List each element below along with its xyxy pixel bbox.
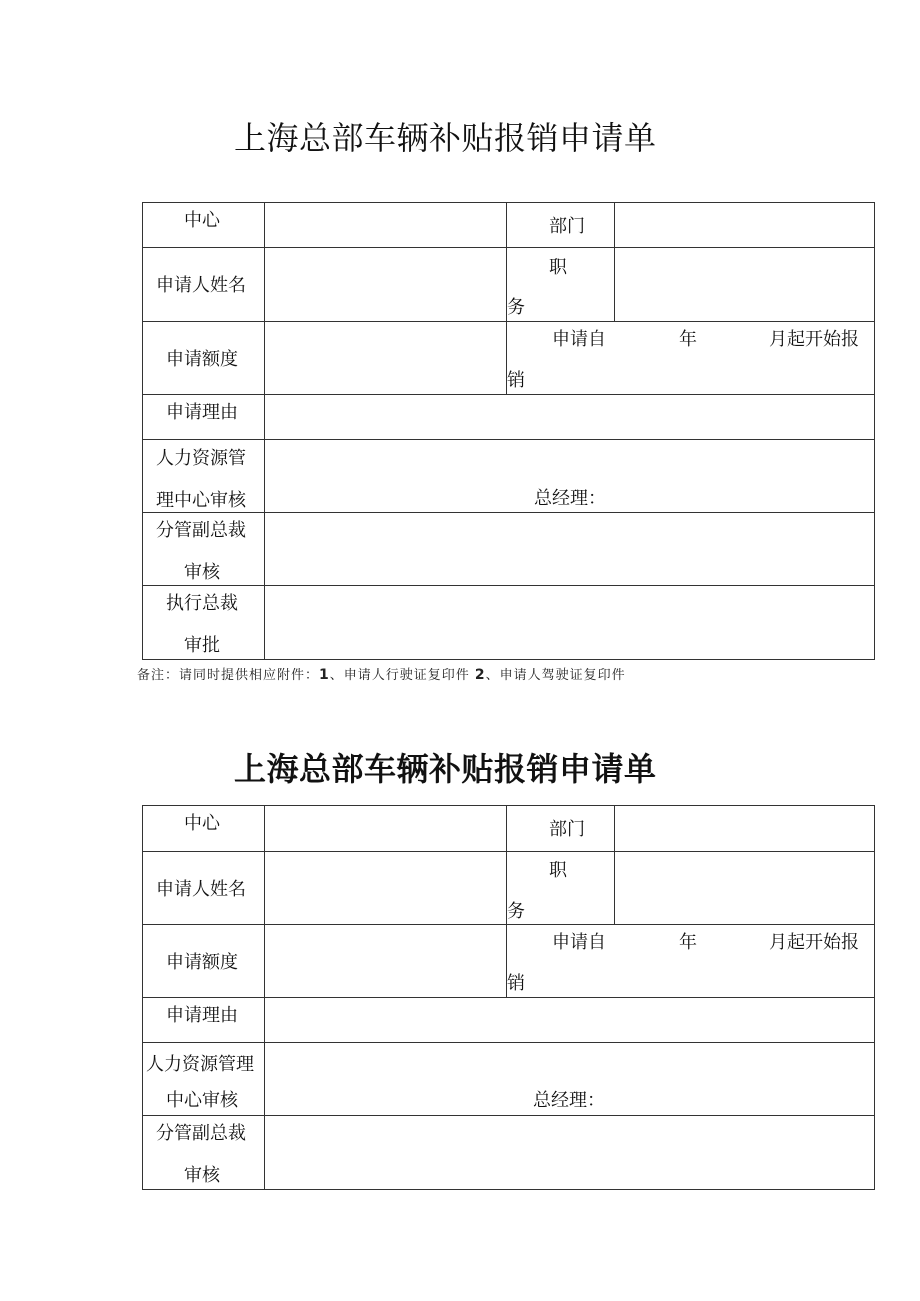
vp-review-field[interactable] [265, 513, 874, 585]
general-manager-label: 总经理： [534, 488, 606, 509]
hr-review-label-wrap: 中心审核 [166, 1090, 238, 1111]
hr-review-label: 人力资源管理 [146, 1054, 254, 1075]
position-label: 职 [549, 257, 567, 278]
hr-review-label-wrap: 理中心审核 [156, 490, 246, 511]
table-row-hr-review [143, 1043, 874, 1116]
hr-review-label: 人力资源管 [156, 448, 246, 469]
applicant-name-field[interactable] [265, 852, 507, 924]
note-prefix: 备注：请同时提供相应附件： [137, 668, 320, 683]
center-label: 中心 [184, 210, 220, 231]
table-row-reason [143, 395, 874, 440]
table-row-vp-review [143, 513, 874, 586]
table-row-amount [143, 322, 874, 395]
president-approval-label-wrap: 审批 [184, 635, 220, 656]
period-year-label: 年 [679, 329, 697, 350]
applicant-name-label: 申请人姓名 [156, 879, 246, 900]
position-label-wrap: 务 [507, 901, 525, 922]
hr-review-field[interactable] [265, 440, 874, 512]
department-field[interactable] [615, 806, 874, 851]
period-suffix: 月起开始报 [769, 329, 859, 350]
amount-label: 申请额度 [166, 952, 238, 973]
department-label: 部门 [549, 819, 585, 840]
note-item1-text: 、申请人行驶证复印件 [329, 668, 470, 683]
reason-field[interactable] [265, 998, 874, 1042]
period-prefix: 申请自 [552, 932, 606, 953]
table-row-center [143, 203, 874, 248]
applicant-name-label: 申请人姓名 [156, 275, 246, 296]
note-item2-text: 、申请人驾驶证复印件 [485, 668, 626, 683]
period-wrap: 销 [507, 370, 525, 391]
table-row-vp-review [143, 1116, 874, 1189]
position-label-wrap: 务 [507, 297, 525, 318]
center-field[interactable] [265, 203, 507, 247]
application-form [142, 202, 875, 660]
center-field[interactable] [265, 806, 507, 851]
vp-review-label-wrap: 审核 [184, 1165, 220, 1186]
form-table [142, 805, 875, 1190]
general-manager-label: 总经理： [533, 1090, 605, 1111]
period-field[interactable] [507, 322, 874, 394]
period-prefix: 申请自 [552, 329, 606, 350]
application-form [142, 805, 875, 1190]
footnote [137, 664, 626, 683]
table-row-applicant [143, 248, 874, 322]
department-field[interactable] [615, 203, 874, 247]
form-table [142, 202, 875, 660]
table-row-hr-review [143, 440, 874, 513]
period-field[interactable] [507, 925, 874, 997]
table-row-amount [143, 925, 874, 998]
center-label: 中心 [184, 813, 220, 834]
vp-review-field[interactable] [265, 1116, 874, 1189]
department-label: 部门 [549, 216, 585, 237]
reason-label: 申请理由 [166, 402, 238, 423]
period-year-label: 年 [679, 932, 697, 953]
form-title: 上海总部车辆补贴报销申请单 [234, 119, 657, 157]
position-field[interactable] [615, 248, 874, 321]
table-row-center [143, 806, 874, 852]
period-wrap: 销 [507, 973, 525, 994]
vp-review-label: 分管副总裁 [156, 520, 246, 541]
table-row-reason [143, 998, 874, 1043]
president-approval-label: 执行总裁 [166, 593, 238, 614]
reason-field[interactable] [265, 395, 874, 439]
vp-review-label-wrap: 审核 [184, 562, 220, 583]
amount-field[interactable] [265, 925, 507, 997]
table-row-president-approval [143, 586, 874, 659]
vp-review-label: 分管副总裁 [156, 1123, 246, 1144]
applicant-name-field[interactable] [265, 248, 507, 321]
president-approval-field[interactable] [265, 586, 874, 659]
position-field[interactable] [615, 852, 874, 924]
amount-field[interactable] [265, 322, 507, 394]
note-item2-number: 2 [474, 667, 486, 683]
table-row-applicant [143, 852, 874, 925]
amount-label: 申请额度 [166, 349, 238, 370]
period-suffix: 月起开始报 [769, 932, 859, 953]
position-label: 职 [549, 860, 567, 881]
note-item1-number: 1 [319, 667, 330, 683]
form-title: 上海总部车辆补贴报销申请单 [234, 750, 657, 788]
reason-label: 申请理由 [166, 1005, 238, 1026]
hr-review-field[interactable] [265, 1043, 874, 1115]
